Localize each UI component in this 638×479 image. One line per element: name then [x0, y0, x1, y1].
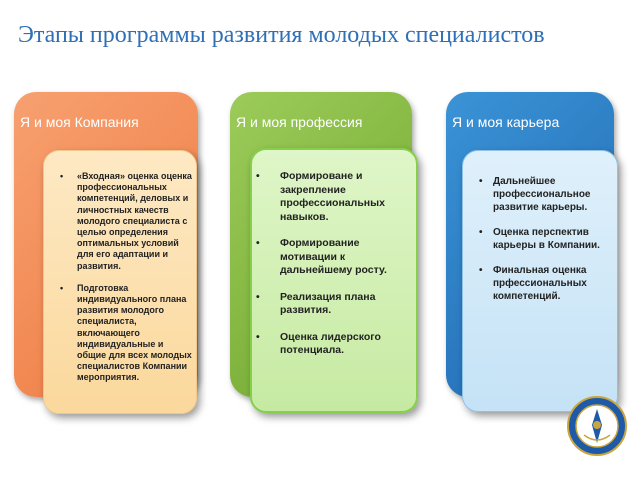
card-profession [250, 148, 418, 413]
list-item-text: Подготовка индивидуального плана развития молодого специалиста, включающего индивидуальные и общие для всех молодых специалистов Компании мероприятия. [77, 282, 192, 383]
card-career [462, 150, 618, 412]
list-item-text: Оценка перспектив карьеры в Компании. [493, 227, 600, 251]
list-item [479, 226, 617, 252]
bullet-list [479, 175, 617, 315]
bullet-marker: • [479, 176, 483, 187]
list-item-text: Формироване и закрепление профессиональных навыков. [280, 170, 385, 223]
bullet-marker: • [479, 265, 483, 276]
list-item-text: Реализация плана развития. [280, 290, 376, 316]
list-item [60, 171, 194, 272]
list-item-text: Оценка лидерского потенциала. [280, 330, 381, 356]
list-item-text: Финальная оценка прфессиональных компетенций. [493, 265, 587, 302]
list-item [479, 264, 617, 303]
panel-heading: Я и моя карьера [452, 114, 560, 130]
card-company [43, 150, 197, 414]
bullet-list [60, 171, 194, 395]
bullet-marker: • [256, 290, 260, 303]
bullet-marker: • [479, 227, 483, 238]
panel-heading: Я и моя Компания [20, 114, 139, 130]
list-item [256, 170, 414, 224]
bullet-marker: • [60, 171, 64, 181]
panel-heading: Я и моя профессия [236, 114, 363, 130]
company-emblem-icon [566, 395, 628, 457]
list-item-text: Дальнейшее профессиональное развитие карьеры. [493, 176, 591, 213]
list-item [256, 291, 414, 318]
list-item [256, 237, 414, 278]
bullet-marker: • [256, 330, 260, 343]
bullet-list [256, 170, 414, 371]
list-item-text: «Входная» оценка оценка профессиональных компетенций, деловых и личностных качеств молодого специалиста с целью определения оптимальных условий для его адаптации и развития. [77, 171, 192, 271]
list-item [60, 283, 194, 384]
bullet-marker: • [60, 282, 64, 293]
list-item [256, 331, 414, 358]
bullet-marker: • [256, 170, 260, 182]
list-item [479, 175, 617, 214]
list-item-text: Формирование мотивации к дальнейшему росту. [280, 237, 387, 276]
bullet-marker: • [256, 237, 260, 249]
page-title: Этапы программы развития молодых специалистов [18, 22, 545, 48]
